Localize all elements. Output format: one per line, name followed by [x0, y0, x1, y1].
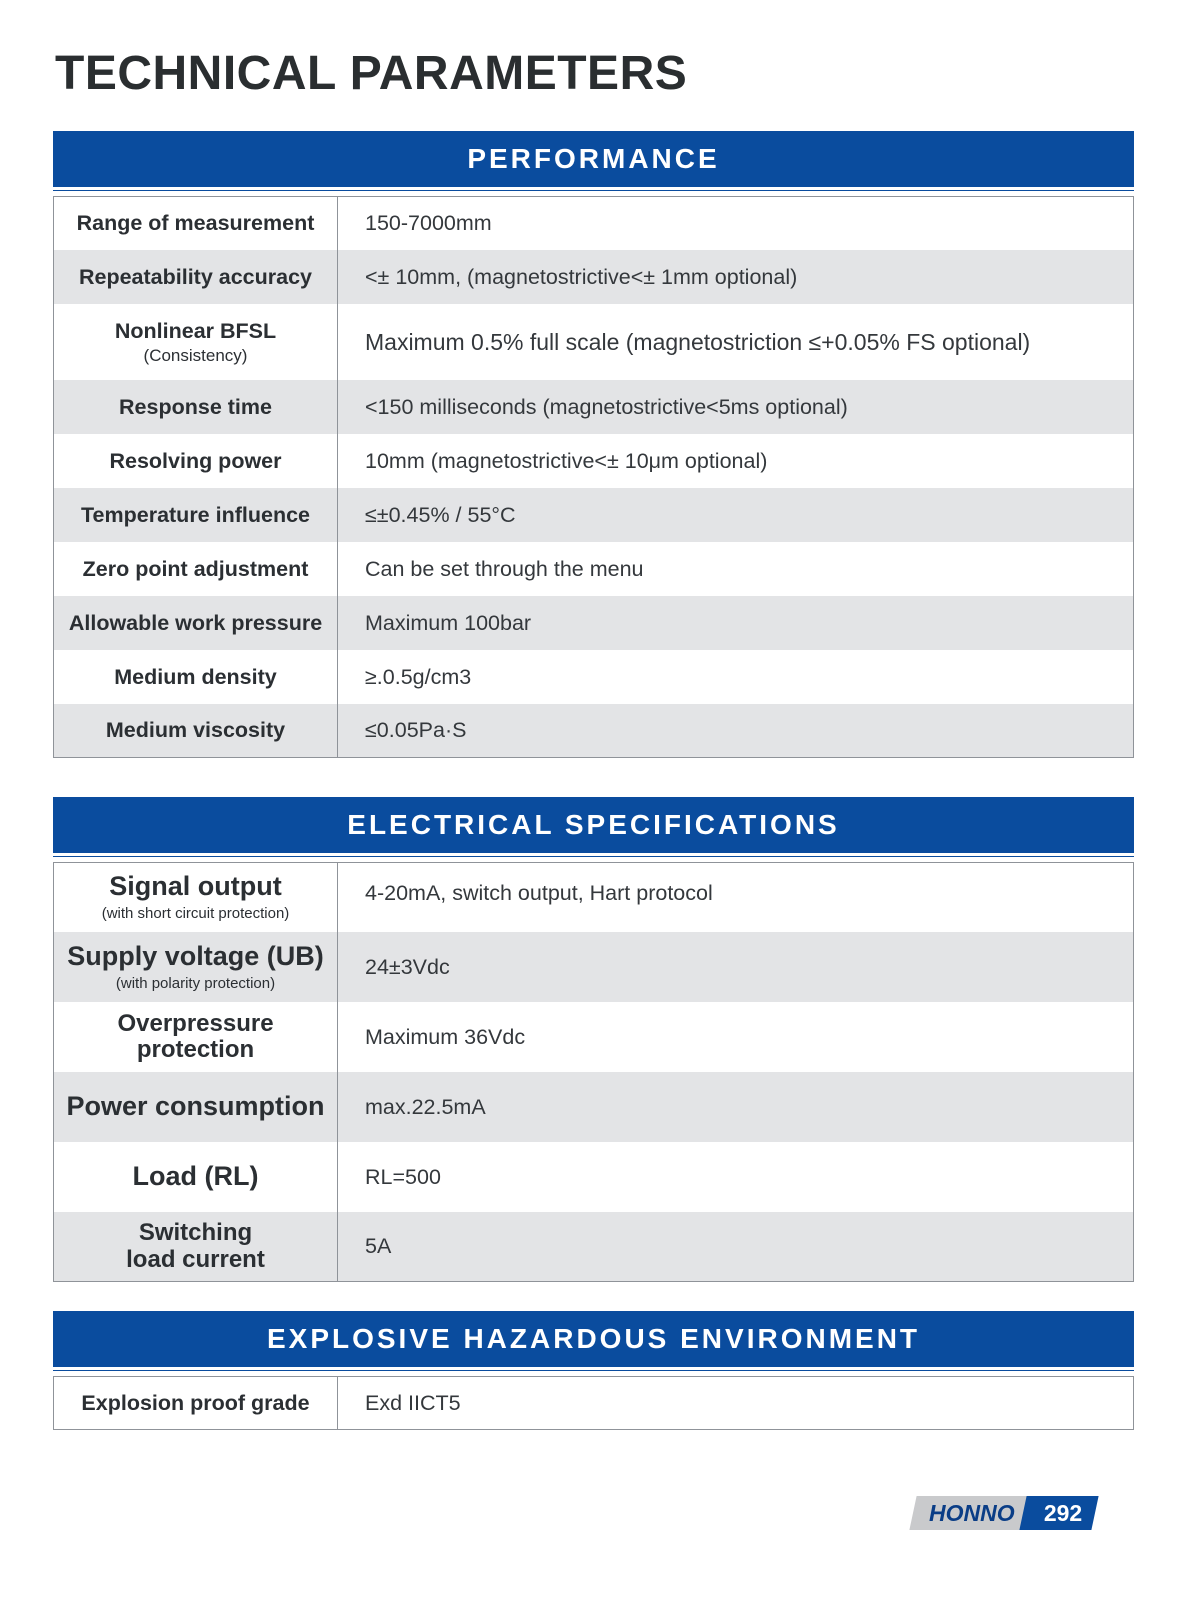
row-value: 5A: [365, 1234, 392, 1258]
performance-header: PERFORMANCE: [53, 131, 1134, 190]
row-label: Medium density: [54, 650, 338, 704]
row-value: Maximum 100bar: [365, 610, 532, 635]
table-row: [54, 197, 1133, 250]
row-value: 150-7000mm: [365, 211, 492, 235]
explosive-section: [53, 1311, 1134, 1430]
row-value: 10mm (magnetostrictive<± 10μm optional): [365, 448, 768, 473]
row-label-main: Nonlinear BFSL: [114, 318, 277, 343]
row-value: 24±3Vdc: [365, 954, 450, 979]
table-row: [54, 488, 1133, 542]
explosive-table: [53, 1376, 1134, 1430]
row-label: Resolving power: [54, 434, 338, 488]
row-label: Temperature influence: [54, 488, 338, 542]
table-row: [54, 380, 1133, 434]
electrical-section: [53, 797, 1134, 1282]
footer-badge: [913, 1496, 1098, 1530]
row-value: ≤±0.45% / 55°C: [365, 502, 516, 527]
row-label: [54, 1212, 338, 1281]
page-number: 292: [1043, 1500, 1083, 1526]
row-label-line2: load current: [126, 1245, 265, 1273]
row-label: Explosion proof grade: [54, 1377, 338, 1429]
table-row: [54, 704, 1133, 757]
performance-table: [53, 196, 1134, 758]
row-label: Response time: [54, 380, 338, 434]
row-label: Allowable work pressure: [54, 596, 338, 650]
row-value: ≥.0.5g/cm3: [365, 664, 472, 689]
row-label-main: Supply voltage (UB): [67, 940, 324, 971]
table-row: [54, 650, 1133, 704]
row-label-sub: (with short circuit protection): [101, 905, 290, 923]
table-row: [54, 434, 1133, 488]
brand-name: HONNO: [929, 1500, 1015, 1526]
table-row: [54, 1142, 1133, 1212]
table-row: [54, 1377, 1133, 1429]
table-row: [54, 304, 1133, 380]
row-value: Exd IICT5: [365, 1390, 461, 1415]
row-label-line1: Overpressure: [117, 1009, 274, 1037]
table-row: [54, 542, 1133, 596]
row-label-line1: Switching: [138, 1219, 253, 1247]
row-value: 4-20mA, switch output, Hart protocol: [365, 881, 713, 905]
row-value: Maximum 0.5% full scale (magnetostriction ≤+0.05% FS optional): [365, 328, 1031, 355]
row-value: max.22.5mA: [365, 1094, 486, 1119]
row-value: RL=500: [365, 1164, 441, 1189]
table-row: [54, 1072, 1133, 1142]
table-row: [54, 932, 1133, 1002]
row-label: Load (RL): [54, 1142, 338, 1212]
row-label: [54, 863, 338, 932]
electrical-header: ELECTRICAL SPECIFICATIONS: [53, 797, 1134, 856]
table-row: [54, 250, 1133, 304]
row-value: Maximum 36Vdc: [365, 1024, 526, 1049]
row-label: Medium viscosity: [54, 704, 338, 757]
performance-section: [53, 131, 1134, 758]
row-value: Can be set through the menu: [365, 556, 644, 581]
row-label-sub: (with polarity protection): [115, 974, 276, 992]
row-label: [54, 932, 338, 1002]
table-row: [54, 863, 1133, 932]
row-label: Range of measurement: [54, 197, 338, 250]
electrical-table: [53, 862, 1134, 1282]
table-row: [54, 1212, 1133, 1281]
page-title: TECHNICAL PARAMETERS: [55, 47, 688, 100]
table-row: [54, 596, 1133, 650]
row-label: Repeatability accuracy: [54, 250, 338, 304]
row-value: <150 milliseconds (magnetostrictive<5ms optional): [365, 394, 848, 419]
row-label: [54, 1002, 338, 1072]
row-label-sub: (Consistency): [143, 345, 248, 365]
row-label-main: Signal output: [109, 871, 282, 902]
row-label-line2: protection: [136, 1036, 255, 1063]
row-label: [54, 304, 338, 380]
row-label: Zero point adjustment: [54, 542, 338, 596]
table-row: [54, 1002, 1133, 1072]
row-value: <± 10mm, (magnetostrictive<± 1mm optional): [365, 264, 798, 289]
row-value: ≤0.05Pa·S: [365, 718, 467, 742]
row-label: Power consumption: [54, 1072, 338, 1142]
explosive-header: EXPLOSIVE HAZARDOUS ENVIRONMENT: [53, 1311, 1134, 1370]
